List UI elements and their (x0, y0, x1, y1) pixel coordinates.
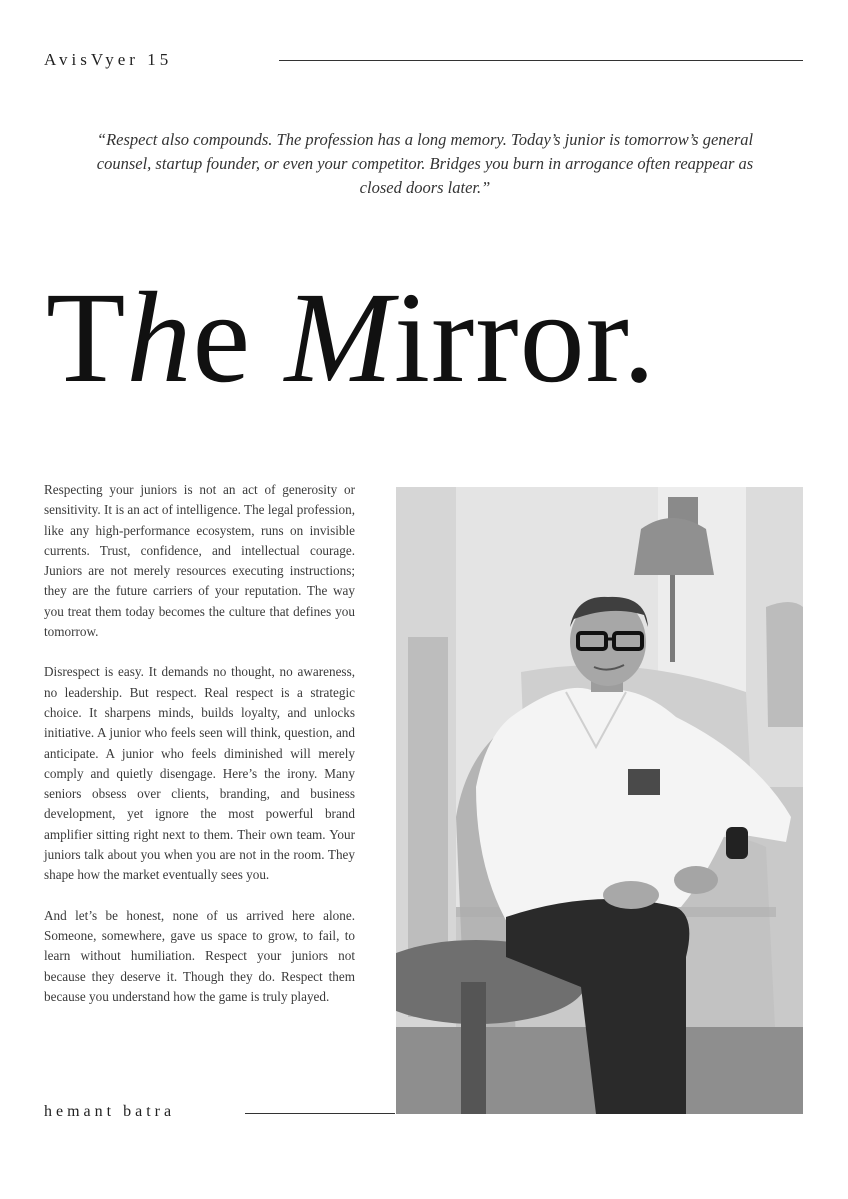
headline-h: h (126, 266, 193, 410)
author-byline: hemant batra (44, 1103, 176, 1120)
headline-t: T (46, 266, 127, 410)
pull-quote: “Respect also compounds. The profession has a long memory. Today’s junior is tomorrow’s general counsel, startup founder, or even your competitor. Bridges you burn in arrogance often reappear as closed doors later.” (96, 130, 754, 197)
article-body (44, 480, 355, 1027)
author-photo (396, 487, 803, 1114)
masthead-rule (279, 60, 803, 61)
headline-e: e (192, 266, 285, 410)
article-paragraph: And let’s be honest, none of us arrived here alone. Someone, somewhere, gave us space to grow, to fail, to learn without humiliation. Respect your juniors not because they deserve it. Though they do. Respect them because you understand how the game is truly played. (44, 907, 355, 1004)
article-paragraph: Disrespect is easy. It demands no thought, no awareness, no leadership. But respect. Real respect is a strategic choice. It sharpens minds, builds loyalty, and unlocks initiative. A junior who feels seen will think, question, and anticipate. A junior who feels diminished will merely comply and quietly disengage. Here’s the irony. Many seniors obsess over clients, branding, and business development, yet ignore the most powerful brand amplifier sitting right next to them. Their own team. Your juniors talk about you when you are not in the room. They shape how the market eventually sees you. (44, 664, 355, 883)
byline-rule (245, 1113, 395, 1114)
headline-irror: irror. (393, 266, 657, 410)
article-paragraph: Respecting your juniors is not an act of generosity or sensitivity. It is an act of intelligence. The legal profession, like any high-performance ecosystem, runs on invisible currents. Trust, confidence, and intellectual courage. Juniors are not merely resources executing instructions; they are the future carriers of your reputation. The way you treat them today becomes the culture that defines you tomorrow. (44, 482, 355, 640)
headline (46, 263, 656, 413)
headline-m: M (284, 266, 394, 410)
magazine-masthead: AvisVyer 15 (44, 50, 173, 69)
